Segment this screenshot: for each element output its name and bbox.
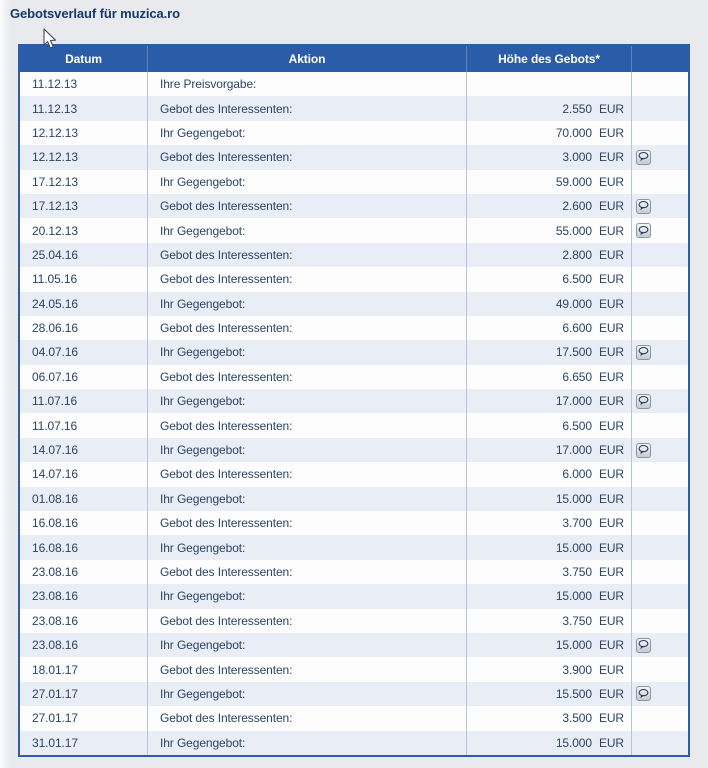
bid-date: 24.05.16 [20, 292, 148, 316]
bid-amount [467, 121, 632, 145]
bid-currency: EUR [598, 223, 624, 238]
bid-note-cell [632, 72, 688, 96]
bid-amount [467, 682, 632, 706]
table-row [20, 682, 688, 706]
bid-amount [467, 365, 632, 389]
bid-currency: EUR [598, 565, 624, 579]
bid-currency: EUR [598, 321, 624, 336]
bid-amount [467, 584, 632, 608]
bid-note-cell [632, 706, 688, 730]
bid-amount [467, 535, 632, 559]
bid-note-cell [632, 438, 688, 462]
bid-note-cell [632, 292, 688, 316]
header-aktion: Aktion [148, 46, 467, 72]
bid-date: 17.12.13 [20, 194, 148, 218]
bid-amount-value: 6.650 [562, 369, 592, 384]
bid-date: 23.08.16 [20, 633, 148, 657]
bid-history-table [18, 44, 690, 757]
bid-amount [467, 267, 632, 291]
bid-amount-value: 2.800 [562, 247, 592, 262]
bid-currency: EUR [598, 418, 624, 433]
bid-date: 01.08.16 [20, 487, 148, 511]
bid-action: Ihr Gegengebot: [148, 535, 467, 559]
speech-bubble-icon [637, 200, 650, 212]
bid-action: Gebot des Interessenten: [148, 706, 467, 730]
bid-amount-value: 3.750 [562, 565, 592, 579]
bid-date: 18.01.17 [20, 657, 148, 681]
bid-action: Ihre Preisvorgabe: [148, 72, 467, 96]
table-row [20, 267, 688, 291]
bid-currency: EUR [598, 174, 624, 189]
table-row [20, 292, 688, 316]
bid-date: 25.04.16 [20, 243, 148, 267]
bid-note-cell [632, 121, 688, 145]
table-row [20, 389, 688, 413]
bid-action: Ihr Gegengebot: [148, 340, 467, 364]
speech-bubble-icon [637, 225, 650, 237]
speech-bubble-icon [637, 444, 650, 456]
bid-date: 14.07.16 [20, 438, 148, 462]
bid-action: Ihr Gegengebot: [148, 438, 467, 462]
bid-currency: EUR [598, 345, 624, 360]
table-row [20, 462, 688, 486]
bid-action: Gebot des Interessenten: [148, 145, 467, 169]
bid-currency: EUR [598, 101, 624, 116]
bid-amount-value: 6.500 [562, 418, 592, 433]
bid-currency: EUR [598, 516, 624, 531]
bid-amount-value: 15.000 [555, 589, 592, 604]
bid-currency: EUR [598, 638, 624, 653]
bid-amount-value: 15.500 [555, 686, 592, 701]
bid-amount [467, 96, 632, 120]
bid-note-cell [632, 462, 688, 486]
bid-note-cell [632, 340, 688, 364]
bid-action: Gebot des Interessenten: [148, 243, 467, 267]
bid-amount [467, 243, 632, 267]
table-row [20, 535, 688, 559]
table-row [20, 438, 688, 462]
note-button[interactable] [636, 345, 651, 360]
bid-note-cell [632, 560, 688, 584]
bid-amount [467, 340, 632, 364]
page-title: Gebotsverlauf für muzica.ro [10, 6, 180, 21]
bid-currency: EUR [598, 613, 624, 628]
bid-amount-value: 70.000 [555, 125, 592, 140]
speech-bubble-icon [637, 688, 650, 700]
note-button[interactable] [636, 443, 651, 458]
bid-currency: EUR [598, 125, 624, 140]
bid-date: 23.08.16 [20, 609, 148, 633]
bid-currency: EUR [598, 540, 624, 555]
note-button[interactable] [636, 638, 651, 653]
bid-amount [467, 218, 632, 242]
table-row [20, 413, 688, 437]
bid-currency: EUR [598, 150, 624, 165]
bid-note-cell [632, 487, 688, 511]
bid-date: 28.06.16 [20, 316, 148, 340]
table-row [20, 584, 688, 608]
bid-date: 16.08.16 [20, 535, 148, 559]
bid-note-cell [632, 389, 688, 413]
bid-amount [467, 731, 632, 755]
table-row [20, 170, 688, 194]
table-row [20, 316, 688, 340]
note-button[interactable] [636, 199, 651, 214]
bid-action: Gebot des Interessenten: [148, 365, 467, 389]
bid-note-cell [632, 511, 688, 535]
bid-date: 12.12.13 [20, 145, 148, 169]
bid-note-cell [632, 145, 688, 169]
bid-date: 16.08.16 [20, 511, 148, 535]
header-datum: Datum [20, 46, 148, 72]
bid-amount-value: 3.500 [562, 711, 592, 726]
bid-amount [467, 706, 632, 730]
note-button[interactable] [636, 394, 651, 409]
bid-date: 14.07.16 [20, 462, 148, 486]
bid-amount-value: 6.500 [562, 272, 592, 287]
bid-amount-value: 3.700 [562, 516, 592, 531]
bid-note-cell [632, 657, 688, 681]
bid-amount-value: 17.000 [555, 443, 592, 458]
bid-action: Ihr Gegengebot: [148, 218, 467, 242]
header-hoehe-des-gebots: Höhe des Gebots* [467, 46, 632, 72]
bid-amount [467, 633, 632, 657]
bid-date: 31.01.17 [20, 731, 148, 755]
bid-currency: EUR [598, 199, 624, 214]
bid-note-cell [632, 633, 688, 657]
bid-action: Ihr Gegengebot: [148, 389, 467, 413]
bid-action: Ihr Gegengebot: [148, 584, 467, 608]
bid-note-cell [632, 682, 688, 706]
bid-currency: EUR [598, 589, 624, 604]
bid-currency: EUR [598, 711, 624, 726]
bid-note-cell [632, 584, 688, 608]
bid-date: 23.08.16 [20, 584, 148, 608]
bid-date: 06.07.16 [20, 365, 148, 389]
bid-amount-value: 3.000 [562, 150, 592, 165]
bid-action: Ihr Gegengebot: [148, 170, 467, 194]
bid-note-cell [632, 609, 688, 633]
note-button[interactable] [636, 686, 651, 701]
bid-date: 11.07.16 [20, 413, 148, 437]
bid-amount [467, 657, 632, 681]
bid-amount [467, 511, 632, 535]
bid-currency: EUR [598, 735, 624, 750]
bid-amount [467, 145, 632, 169]
bid-action: Gebot des Interessenten: [148, 462, 467, 486]
bid-amount-value: 2.600 [562, 199, 592, 214]
bid-currency: EUR [598, 369, 624, 384]
table-row [20, 96, 688, 120]
speech-bubble-icon [637, 395, 650, 407]
bid-action: Gebot des Interessenten: [148, 96, 467, 120]
bid-action: Ihr Gegengebot: [148, 633, 467, 657]
table-row [20, 633, 688, 657]
bid-date: 27.01.17 [20, 706, 148, 730]
bid-note-cell [632, 194, 688, 218]
table-row [20, 487, 688, 511]
bid-amount [467, 292, 632, 316]
bid-action: Gebot des Interessenten: [148, 609, 467, 633]
bid-date: 11.07.16 [20, 389, 148, 413]
bid-amount-value: 15.000 [555, 638, 592, 653]
table-row [20, 657, 688, 681]
bid-action: Ihr Gegengebot: [148, 292, 467, 316]
table-row [20, 706, 688, 730]
bid-date: 23.08.16 [20, 560, 148, 584]
bid-note-cell [632, 267, 688, 291]
bid-date: 04.07.16 [20, 340, 148, 364]
table-row [20, 218, 688, 242]
bid-action: Gebot des Interessenten: [148, 316, 467, 340]
bid-amount-value: 17.000 [555, 394, 592, 409]
bid-amount-value: 15.000 [555, 540, 592, 555]
bid-amount-value: 6.600 [562, 321, 592, 336]
bid-currency: EUR [598, 394, 624, 409]
bid-amount-value: 49.000 [555, 296, 592, 311]
bid-note-cell [632, 535, 688, 559]
bid-action: Gebot des Interessenten: [148, 657, 467, 681]
bid-note-cell [632, 365, 688, 389]
bid-currency: EUR [598, 467, 624, 482]
bid-amount-value: 3.750 [562, 613, 592, 628]
bid-amount [467, 609, 632, 633]
bid-note-cell [632, 96, 688, 120]
bid-amount-value: 17.500 [555, 345, 592, 360]
bid-amount-value: 6.000 [562, 467, 592, 482]
bid-amount [467, 487, 632, 511]
speech-bubble-icon [637, 151, 650, 163]
bid-amount-value: 15.000 [555, 735, 592, 750]
bid-action: Gebot des Interessenten: [148, 413, 467, 437]
table-row [20, 340, 688, 364]
table-row [20, 365, 688, 389]
bid-date: 11.05.16 [20, 267, 148, 291]
bid-amount [467, 560, 632, 584]
bid-currency: EUR [598, 296, 624, 311]
bid-date: 11.12.13 [20, 96, 148, 120]
bid-amount [467, 462, 632, 486]
speech-bubble-icon [637, 346, 650, 358]
note-button[interactable] [636, 150, 651, 165]
bid-note-cell [632, 218, 688, 242]
bid-note-cell [632, 316, 688, 340]
table-header-row [20, 46, 688, 72]
bid-date: 11.12.13 [20, 72, 148, 96]
bid-action: Gebot des Interessenten: [148, 511, 467, 535]
bid-amount [467, 438, 632, 462]
bid-currency: EUR [598, 491, 624, 506]
bid-currency: EUR [598, 662, 624, 677]
bid-amount-value: 2.550 [562, 101, 592, 116]
bid-date: 12.12.13 [20, 121, 148, 145]
table-row [20, 511, 688, 535]
table-row [20, 731, 688, 755]
bid-note-cell [632, 413, 688, 437]
bid-amount [467, 389, 632, 413]
table-row [20, 243, 688, 267]
page-left-edge [0, 0, 10, 768]
bid-action: Ihr Gegengebot: [148, 121, 467, 145]
bid-note-cell [632, 170, 688, 194]
bid-amount [467, 316, 632, 340]
bid-amount-value: 15.000 [555, 491, 592, 506]
bid-currency: EUR [598, 443, 624, 458]
bid-note-cell [632, 243, 688, 267]
bid-amount [467, 413, 632, 437]
bid-date: 20.12.13 [20, 218, 148, 242]
bid-amount-value: 55.000 [555, 223, 592, 238]
table-row [20, 72, 688, 96]
table-row [20, 609, 688, 633]
bid-action: Ihr Gegengebot: [148, 682, 467, 706]
table-row [20, 194, 688, 218]
bid-currency: EUR [598, 247, 624, 262]
table-row [20, 121, 688, 145]
bid-amount-value: 3.900 [562, 662, 592, 677]
bid-action: Ihr Gegengebot: [148, 731, 467, 755]
bid-action: Ihr Gegengebot: [148, 487, 467, 511]
bid-date: 17.12.13 [20, 170, 148, 194]
bid-action: Gebot des Interessenten: [148, 267, 467, 291]
speech-bubble-icon [637, 639, 650, 651]
bid-note-cell [632, 731, 688, 755]
bid-amount-value: 59.000 [555, 174, 592, 189]
table-row [20, 560, 688, 584]
bid-amount [467, 194, 632, 218]
bid-currency: EUR [598, 272, 624, 287]
bid-action: Gebot des Interessenten: [148, 560, 467, 584]
note-button[interactable] [636, 223, 651, 238]
bid-amount [467, 170, 632, 194]
bid-currency: EUR [598, 686, 624, 701]
bid-amount [467, 72, 632, 96]
table-row [20, 145, 688, 169]
table-body [20, 72, 688, 755]
bid-date: 27.01.17 [20, 682, 148, 706]
header-note-column [632, 46, 688, 72]
bid-action: Gebot des Interessenten: [148, 194, 467, 218]
